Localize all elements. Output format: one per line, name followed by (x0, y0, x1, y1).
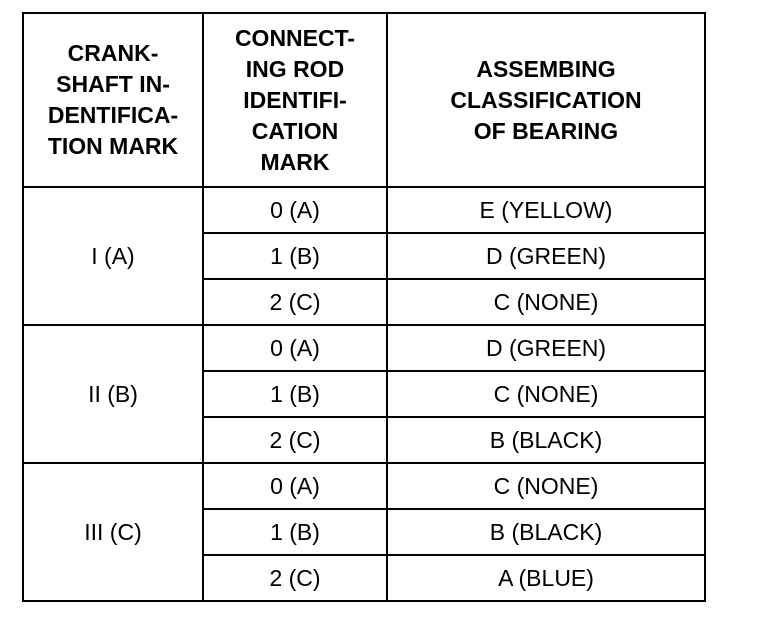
rod-mark-cell: 1 (B) (203, 509, 387, 555)
table-row (23, 187, 705, 233)
rod-mark-cell: 0 (A) (203, 463, 387, 509)
crankshaft-mark-header: CRANK- SHAFT IN- DENTIFICA- TION MARK (23, 13, 203, 187)
table-row (23, 325, 705, 371)
connecting-rod-mark-header: CONNECT- ING ROD IDENTIFI- CATION MARK (203, 13, 387, 187)
bearing-class-cell: B (BLACK) (387, 509, 705, 555)
rod-mark-cell: 2 (C) (203, 279, 387, 325)
table-header (23, 13, 705, 187)
bearing-class-cell: C (NONE) (387, 463, 705, 509)
bearing-classification-table (22, 12, 706, 602)
rod-mark-cell: 2 (C) (203, 417, 387, 463)
rod-mark-cell: 1 (B) (203, 371, 387, 417)
crankshaft-mark-cell: I (A) (23, 187, 203, 325)
header-row (23, 13, 705, 187)
bearing-class-cell: D (GREEN) (387, 233, 705, 279)
bearing-class-cell: C (NONE) (387, 279, 705, 325)
crankshaft-mark-cell: II (B) (23, 325, 203, 463)
rod-mark-cell: 0 (A) (203, 325, 387, 371)
crankshaft-mark-cell: III (C) (23, 463, 203, 601)
table-row (23, 463, 705, 509)
bearing-class-cell: B (BLACK) (387, 417, 705, 463)
bearing-class-cell: C (NONE) (387, 371, 705, 417)
bearing-classification-header: ASSEMBING CLASSIFICATION OF BEARING (387, 13, 705, 187)
rod-mark-cell: 1 (B) (203, 233, 387, 279)
rod-mark-cell: 0 (A) (203, 187, 387, 233)
bearing-class-cell: D (GREEN) (387, 325, 705, 371)
rod-mark-cell: 2 (C) (203, 555, 387, 601)
bearing-class-cell: E (YELLOW) (387, 187, 705, 233)
bearing-class-cell: A (BLUE) (387, 555, 705, 601)
table-body (23, 187, 705, 601)
